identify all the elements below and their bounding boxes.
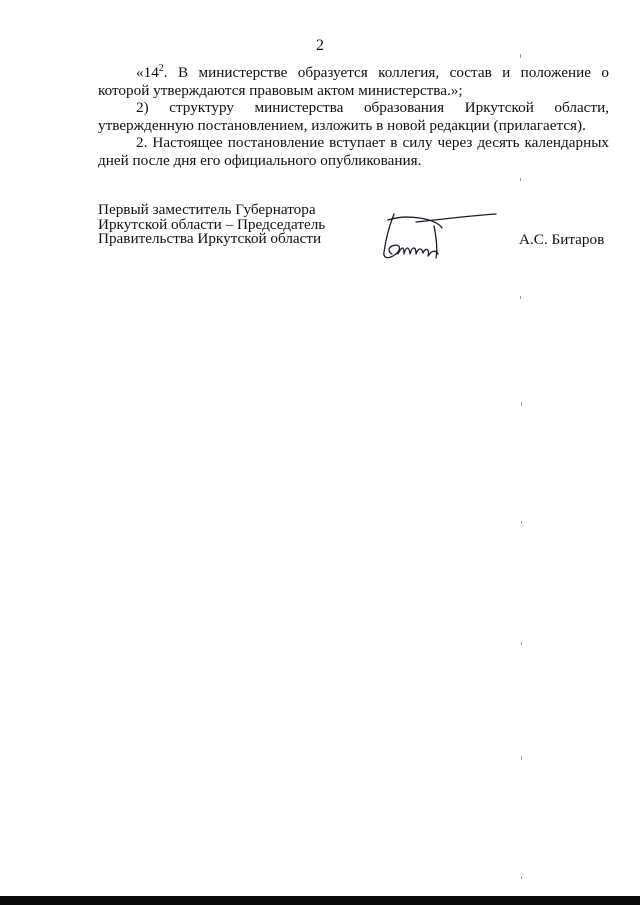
position-line: Первый заместитель Губернатора xyxy=(98,201,316,218)
scan-artifact xyxy=(521,876,522,879)
signer-name: А.С. Битаров xyxy=(519,231,605,248)
scan-bottom-border xyxy=(0,896,640,905)
paragraph-text: . В министерстве образуется коллегия, состав и положение о которой утверждаются правовым актом министерства.»; xyxy=(98,64,609,99)
scan-artifact xyxy=(521,521,522,524)
paragraph-structure: 2) структуру министерства образования Иркутской области, утвержденную постановлением, изложить в новой редакции (прилагается). xyxy=(98,99,609,134)
paragraph-superscript: 2 xyxy=(158,63,164,74)
page-number: 2 xyxy=(316,37,324,54)
paragraph-effective-date: 2. Настоящее постановление вступает в силу через десять календарных дней после дня его официального опубликования. xyxy=(98,134,609,169)
scan-artifact xyxy=(520,296,521,299)
scan-artifact xyxy=(521,402,522,406)
scan-artifact xyxy=(521,756,522,760)
scan-artifact xyxy=(520,54,521,58)
document-body xyxy=(98,64,609,169)
position-line: Правительства Иркутской области xyxy=(98,230,322,247)
handwritten-signature xyxy=(376,210,502,266)
signatory-position xyxy=(98,203,325,247)
paragraph-collegium xyxy=(98,64,609,99)
scan-artifact xyxy=(520,178,521,181)
paragraph-prefix: «14 xyxy=(136,64,159,81)
position-line: Иркутской области – Председатель xyxy=(98,215,326,233)
scan-artifact xyxy=(521,642,522,645)
